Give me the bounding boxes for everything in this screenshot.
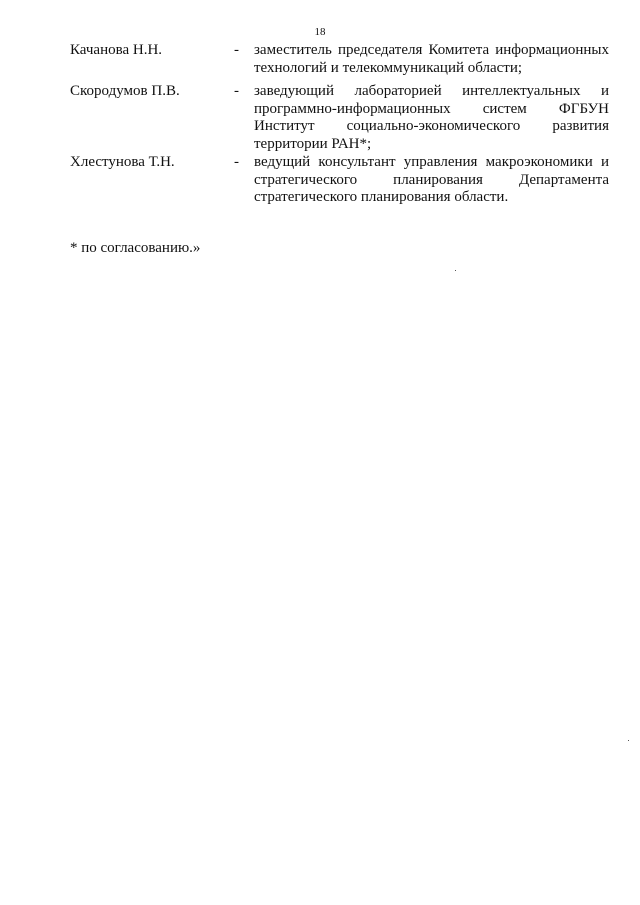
member-name: Хлестунова Т.Н. [70, 154, 175, 170]
member-description: ведущий консультант управления макроэкономики и стратегического планирования Департамента стратегического планирования области. [254, 154, 609, 205]
scan-speck [628, 740, 629, 741]
member-dash: - [234, 83, 239, 99]
member-description: заместитель председателя Комитета информационных технологий и телекоммуникаций области; [254, 42, 609, 76]
member-name: Качанова Н.Н. [70, 42, 163, 58]
member-dash: - [234, 154, 239, 170]
member-dash: - [234, 42, 239, 58]
member-description: заведующий лабораторией интеллектуальных и программно-информационных систем ФГБУН Институт социально-экономического развития территории РАН*; [254, 83, 609, 152]
scan-speck [455, 270, 456, 271]
member-name: Скородумов П.В. [70, 83, 180, 99]
footnote: * по согласованию.» [70, 240, 201, 256]
page-number: 18 [314, 26, 326, 38]
